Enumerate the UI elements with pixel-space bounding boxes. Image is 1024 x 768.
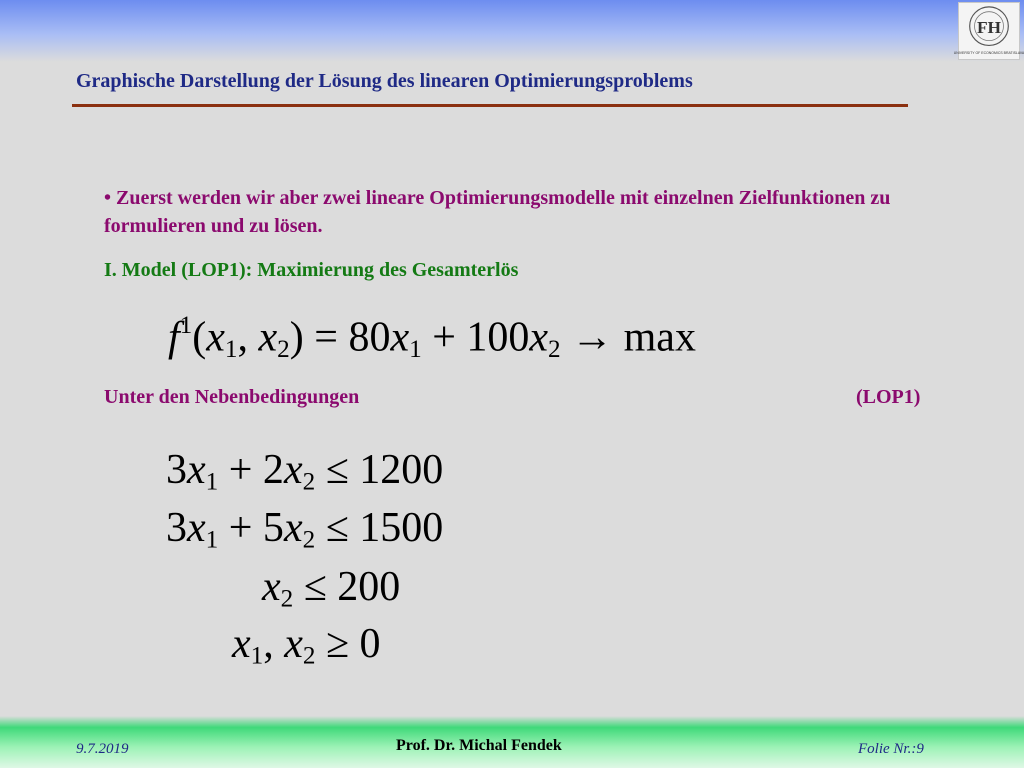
model-heading: I. Model (LOP1): Maximierung des Gesamterlös <box>104 259 519 281</box>
footer-slide-number: Folie Nr.:9 <box>858 741 924 757</box>
intro-bullet: • Zuerst werden wir aber zwei lineare Optimierungsmodelle mit einzelnen Zielfunktionen zu formulieren und zu lösen. <box>104 187 891 237</box>
constraint-3: $x_2 \le 200$ <box>262 564 401 613</box>
logo-caption: UNIVERSITY OF ECONOMICS BRATISLAVA <box>953 51 1024 56</box>
constraint-2: $3x_1 + 5x_2 \le 1500$ <box>166 505 444 554</box>
constraint-nonnegativity: $x_1$, $x_2 \ge 0$ <box>232 621 381 670</box>
title-divider <box>72 104 908 107</box>
footer-date: 9.7.2019 <box>76 741 129 757</box>
model-tag: (LOP1) <box>856 386 921 408</box>
header-band <box>0 0 1024 62</box>
constraint-1: $3x_1 + 2x_2 \le 1200$ <box>166 447 444 496</box>
objective-function: $f^1(x_1$, $x_2) = 80x_1 + 100x_2 \to \max$ <box>168 312 696 363</box>
university-seal-icon <box>953 2 1024 60</box>
logo-monogram: FH <box>976 17 1002 37</box>
constraints-label: Unter den Nebenbedingungen <box>104 386 360 408</box>
page-title: Graphische Darstellung der Lösung des linearen Optimierungsproblems <box>76 70 693 92</box>
footer-author: Prof. Dr. Michal Fendek <box>396 737 562 754</box>
